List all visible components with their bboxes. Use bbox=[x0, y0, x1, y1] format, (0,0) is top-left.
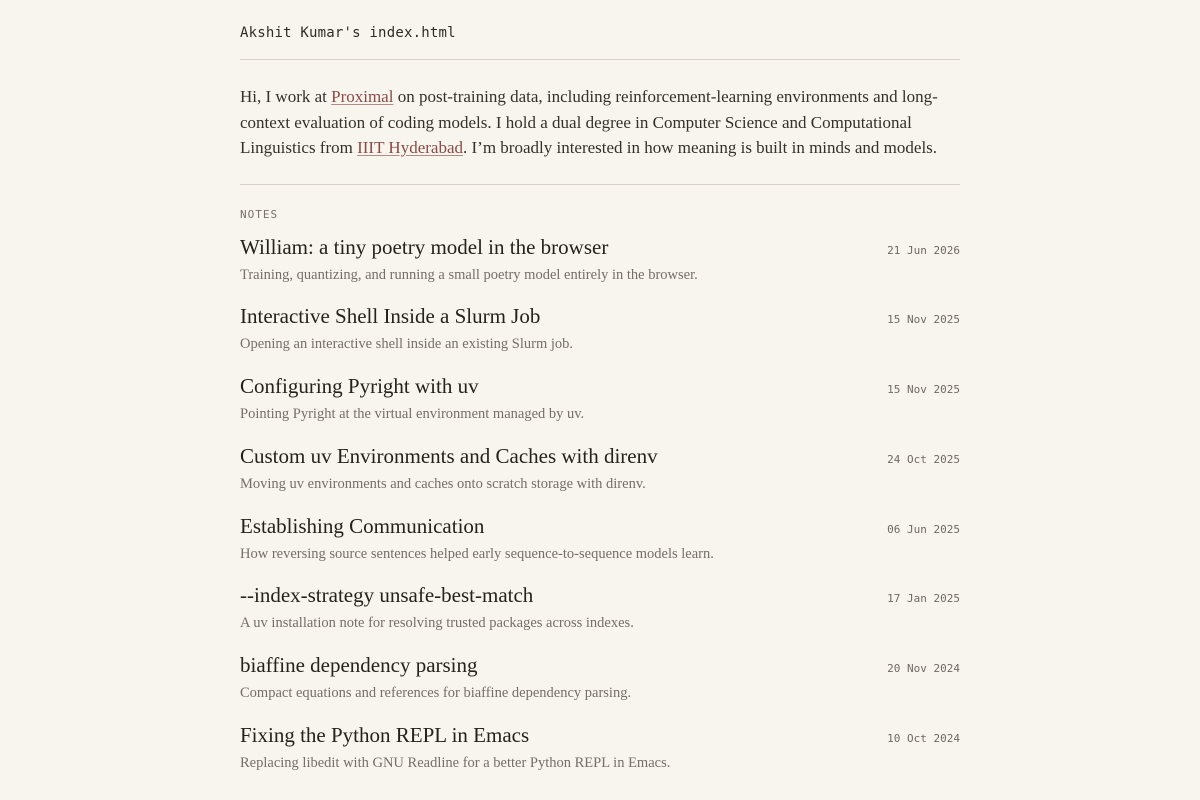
note-title-link[interactable]: Fixing the Python REPL in Emacs bbox=[240, 723, 530, 748]
note-date: 21 Jun 2026 bbox=[887, 243, 960, 257]
note-header bbox=[240, 511, 960, 541]
notes-section-label: NOTES bbox=[240, 207, 279, 221]
note-item bbox=[240, 441, 960, 511]
note-title-link[interactable]: --index-strategy unsafe-best-match bbox=[240, 583, 534, 608]
note-summary: Training, quantizing, and running a small poetry model entirely in the browser. bbox=[240, 266, 698, 283]
note-summary: How reversing source sentences helped early sequence-to-sequence models learn. bbox=[240, 545, 714, 562]
note-summary: Replacing libedit with GNU Readline for a better Python REPL in Emacs. bbox=[240, 755, 671, 772]
site-title: Akshit Kumar's index.html bbox=[240, 25, 456, 41]
note-header bbox=[240, 720, 960, 750]
note-summary: Compact equations and references for biaffine dependency parsing. bbox=[240, 685, 632, 702]
intro-text: on post-training data, including reinforcement-learning environments and long-context evaluation of coding models. I hold a dual degree in Computer Science and Computational Linguistics from bbox=[240, 87, 938, 157]
intro-text: . I’m broadly interested in how meaning is built in minds and models. bbox=[463, 138, 938, 157]
note-title-link[interactable]: biaffine dependency parsing bbox=[240, 653, 478, 678]
note-item bbox=[240, 720, 960, 790]
note-summary: Moving uv environments and caches onto scratch storage with direnv. bbox=[240, 475, 646, 492]
note-title-link[interactable]: Interactive Shell Inside a Slurm Job bbox=[240, 304, 541, 329]
note-date: 10 Oct 2024 bbox=[887, 732, 960, 746]
page bbox=[240, 0, 960, 790]
note-title-link[interactable]: Configuring Pyright with uv bbox=[240, 374, 479, 399]
note-header bbox=[240, 371, 960, 401]
note-item bbox=[240, 232, 960, 302]
note-date: 24 Oct 2025 bbox=[887, 452, 960, 466]
note-date: 17 Jan 2025 bbox=[887, 592, 960, 606]
note-date: 15 Nov 2025 bbox=[887, 383, 960, 397]
intro-text: Hi, I work at bbox=[240, 87, 332, 106]
note-header bbox=[240, 232, 960, 262]
divider bbox=[240, 59, 960, 60]
note-item bbox=[240, 371, 960, 441]
intro-paragraph bbox=[240, 84, 960, 161]
note-title-link[interactable]: Custom uv Environments and Caches with direnv bbox=[240, 443, 658, 468]
note-date: 20 Nov 2024 bbox=[887, 662, 960, 676]
note-date: 06 Jun 2025 bbox=[887, 522, 960, 536]
note-summary: A uv installation note for resolving trusted packages across indexes. bbox=[240, 615, 634, 632]
note-title-link[interactable]: Establishing Communication bbox=[240, 513, 485, 538]
note-item bbox=[240, 301, 960, 371]
note-header bbox=[240, 650, 960, 680]
note-header bbox=[240, 580, 960, 610]
note-summary: Pointing Pyright at the virtual environment managed by uv. bbox=[240, 406, 585, 423]
note-item bbox=[240, 511, 960, 581]
note-header bbox=[240, 301, 960, 331]
proximal-link[interactable]: Proximal bbox=[331, 87, 394, 106]
divider bbox=[240, 184, 960, 185]
note-item bbox=[240, 650, 960, 720]
note-summary: Opening an interactive shell inside an existing Slurm job. bbox=[240, 336, 574, 353]
note-item bbox=[240, 580, 960, 650]
note-title-link[interactable]: William: a tiny poetry model in the browser bbox=[240, 234, 609, 259]
note-header bbox=[240, 441, 960, 471]
iiit-hyderabad-link[interactable]: IIIT Hyderabad bbox=[357, 138, 463, 157]
note-date: 15 Nov 2025 bbox=[887, 313, 960, 327]
notes-list bbox=[240, 232, 960, 790]
